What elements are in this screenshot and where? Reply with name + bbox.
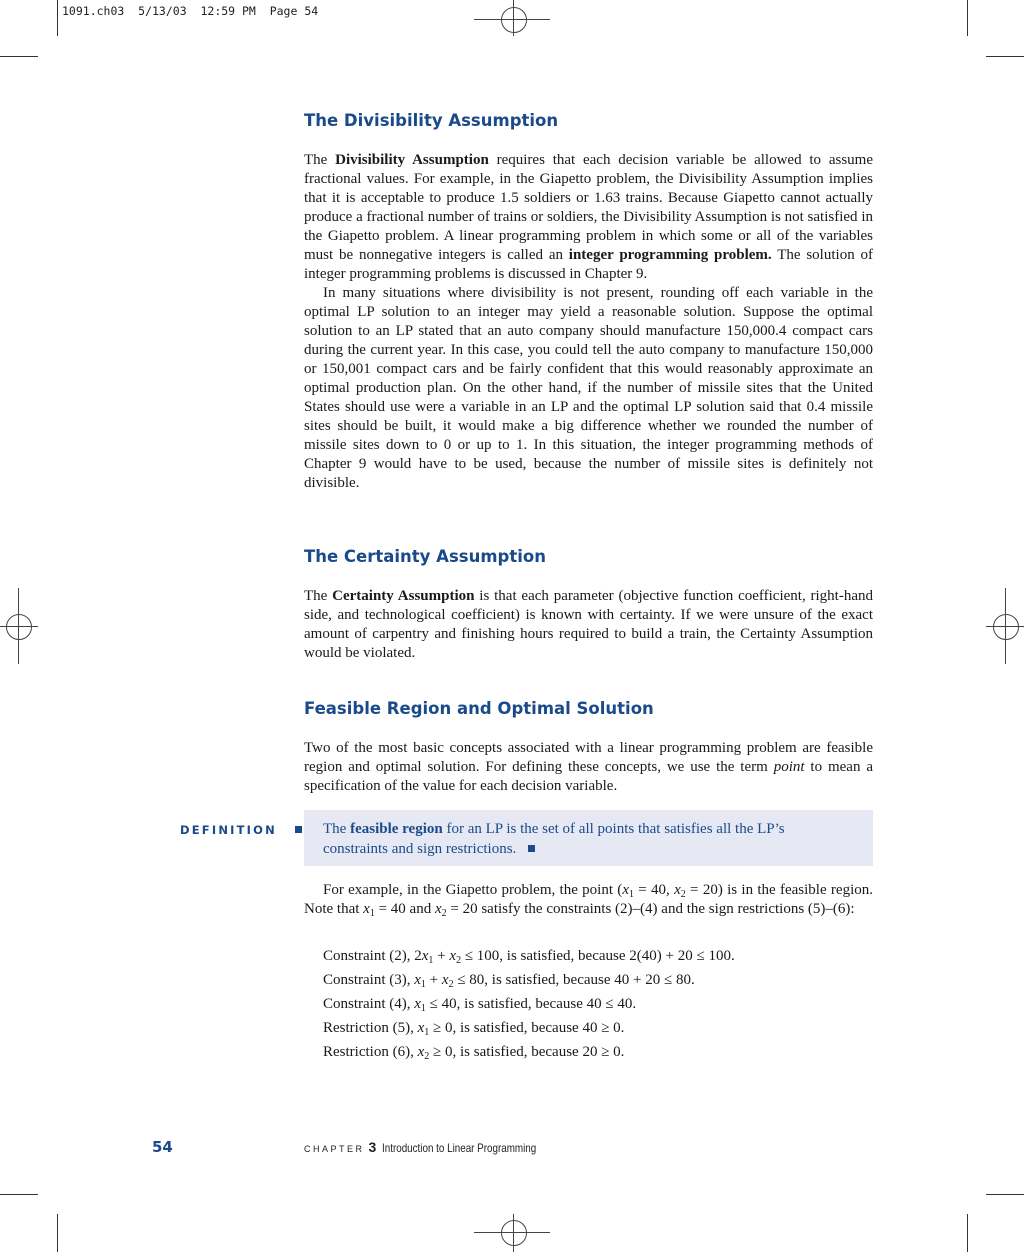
running-footer xyxy=(304,1139,570,1155)
constraint-item: Restriction (5), $x_1 \ge 0$, is satisfied, because 40 ≥ 0. xyxy=(323,1020,625,1038)
paragraph: Two of the most basic concepts associated with a linear programming problem are feasible region and optimal solution. For defining these concepts, we use the term point to mean a specification of the value for each decision variable. xyxy=(304,740,873,794)
crop-mark xyxy=(57,1214,58,1252)
paragraph: In many situations where divisibility is not present, rounding off each variable in the optimal LP solution to an integer may yield a reasonable solution. Suppose the optimal solution to an LP stated that an auto company should manufacture 150,000.4 compact cars during the current year. In this case, you could tell the auto company to manufacture 150,000 or 150,001 compact cars and be fairly confident that this would reasonably approximate an optimal production plan. On the other hand, if the number of missile sites that the United States should use were a variable in an LP and the optimal LP solution said that 0.4 missile sites should be built, it would make a big difference whether we rounded the number of missile sites down to 0 or up to 1. In this situation, the integer programming methods of Chapter 9 would have to be used, because the number of missile sites is definitely not divisible. xyxy=(304,285,873,491)
section-body-certainty xyxy=(304,587,873,663)
constraint-item: Constraint (3), $x_1 + x_2 \le 80$, is satisfied, because 40 + 20 ≤ 80. xyxy=(323,972,695,990)
constraint-list xyxy=(323,944,883,1064)
print-slug: 1091.ch03 5/13/03 12:59 PM Page 54 xyxy=(62,4,319,18)
crop-mark xyxy=(967,1214,968,1252)
crop-mark xyxy=(986,56,1024,57)
crop-mark xyxy=(967,0,968,36)
crop-mark xyxy=(986,1194,1024,1195)
section-heading-certainty: The Certainty Assumption xyxy=(304,547,546,566)
crop-mark xyxy=(57,0,58,36)
section-body-feasible-region xyxy=(304,739,873,796)
constraint-item: Restriction (6), $x_2 \ge 0$, is satisfied, because 20 ≥ 0. xyxy=(323,1044,625,1062)
chapter-title: Introduction to Linear Programming xyxy=(382,1141,537,1155)
section-heading-feasible-region: Feasible Region and Optimal Solution xyxy=(304,699,654,718)
definition-bullet-icon xyxy=(295,826,302,833)
paragraph: The Divisibility Assumption requires that each decision variable be allowed to assume fractional values. For example, in the Giapetto problem, the Divisibility Assumption implies that it is acceptable to produce 1.5 soldiers or 1.63 trains. Because Giapetto cannot actually produce a fractional number of trains or soldiers, the Divisibility Assumption is not satisfied in the Giapetto problem. A linear programming problem in which some or all of the variables must be nonnegative integers is called an integer programming problem. The solution of integer programming problems is discussed in Chapter 9. xyxy=(304,152,873,282)
paragraph: The Certainty Assumption is that each parameter (objective function coefficient, right-hand side, and technological coefficient) is known with certainty. If we were unsure of the exact amount of carpentry and finishing hours required to build a train, the Certainty Assumption would be violated. xyxy=(304,588,873,661)
chapter-word: CHAPTER xyxy=(304,1144,365,1154)
section-body-divisibility xyxy=(304,151,873,493)
end-square-icon xyxy=(528,845,535,852)
crop-mark xyxy=(0,1194,38,1195)
crop-mark xyxy=(0,56,38,57)
chapter-number: 3 xyxy=(368,1139,377,1155)
constraint-item: Constraint (4), $x_1 \le 40$, is satisfied, because 40 ≤ 40. xyxy=(323,996,637,1014)
example-block xyxy=(304,881,873,919)
section-heading-divisibility: The Divisibility Assumption xyxy=(304,111,559,130)
page-number: 54 xyxy=(152,1138,173,1156)
constraint-item: Constraint (2), $2x_1 + x_2 \le 100$, is satisfied, because 2(40) + 20 ≤ 100. xyxy=(323,948,735,966)
definition-label: DEFINITION xyxy=(180,823,277,837)
definition-sentence: The feasible region for an LP is the set of all points that satisfies all the LP’s constraints and sign restrictions. xyxy=(323,821,785,857)
definition-text xyxy=(323,819,853,859)
example-paragraph: For example, in the Giapetto problem, the point ($x_1 = 40$, $x_2 = 20$) is in the feasible region. Note that $x_1 = 40$ and $x_2 = 20$ satisfy the constraints (2)–(4) and the sign restrictions (5)–(6): xyxy=(304,882,874,919)
